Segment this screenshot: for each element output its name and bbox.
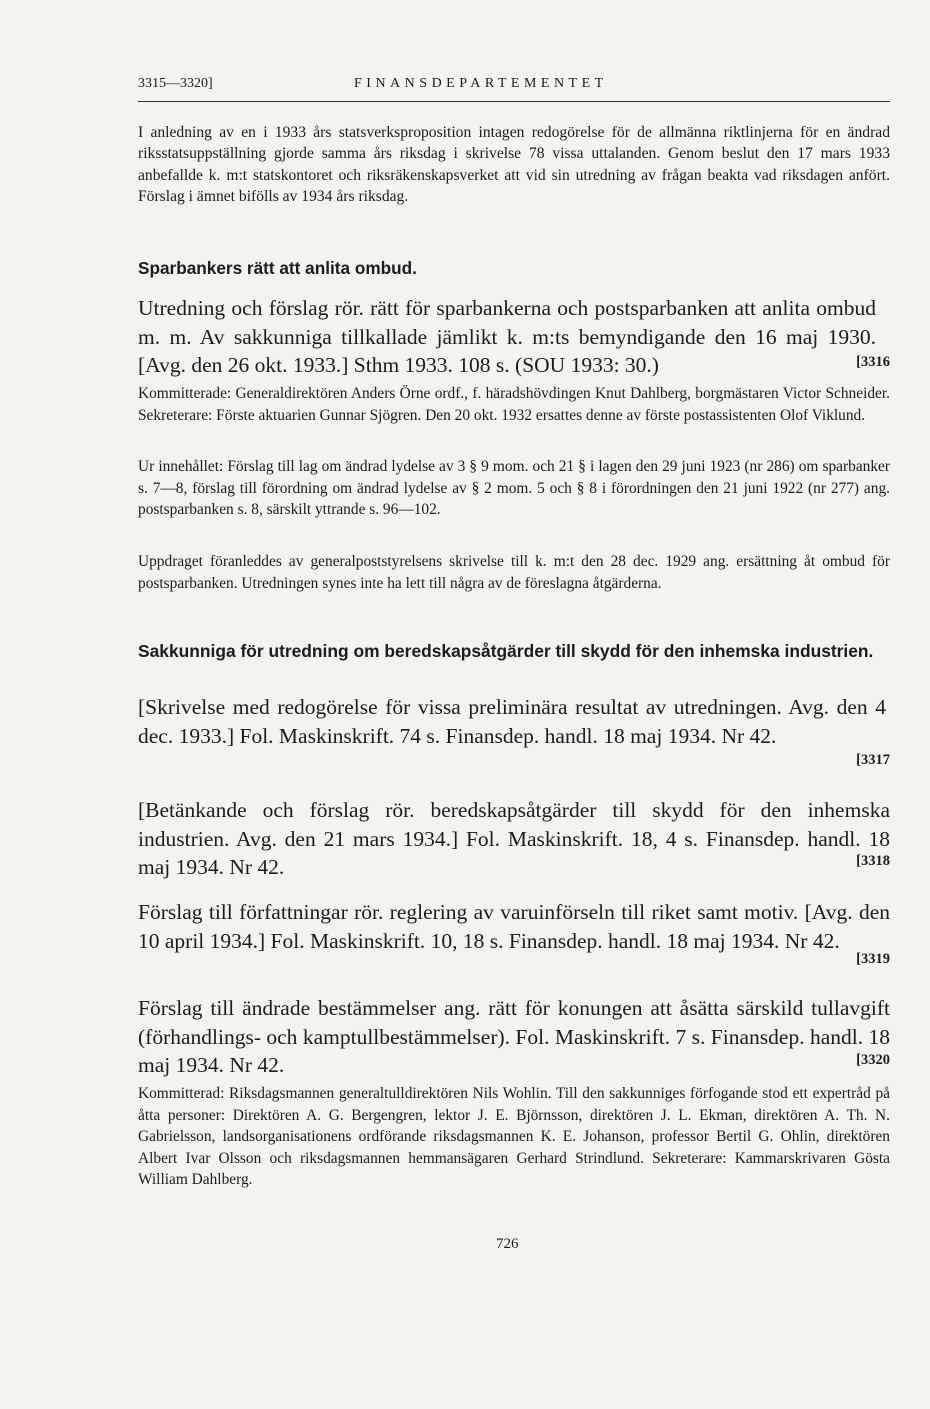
entry-title-3316: Utredning och förslag rör. rätt för sparbankerna och postsparbanken att anlita ombud m. m. Av sakkunniga tillkallade jämlikt k. m:ts bemyndigande den 16 maj 1930. [Avg. den 26 okt. 1933.] Sthm 1933. 108 s. (SOU 1933: 30.) — [138, 296, 876, 377]
header-rule — [138, 101, 890, 102]
entry-number-3316: [3316 — [856, 354, 890, 370]
entry-range: 3315—3320] — [138, 76, 213, 91]
entry-title-3318: [Betänkande och förslag rör. beredskapsåtgärder till skydd för den inhemska industrien. Avg. den 21 mars 1934.] Fol. Maskinskrift. 18, 4 s. Finansdep. handl. 18 maj 1934. Nr 42. — [138, 798, 890, 879]
entry-title-3320: Förslag till ändrade bestämmelser ang. rätt för konungen att åsätta särskild tullavgift (förhandlings- och kamptullbestämmelser). Fol. Maskinskrift. 7 s. Finansdep. handl. 18 maj 1934. Nr 42. — [138, 996, 890, 1077]
entry-title-3317: [Skrivelse med redogörelse för vissa preliminära resultat av utredningen. Avg. den 4 dec. 1933.] Fol. Maskinskrift. 74 s. Finansdep. handl. 18 maj 1934. Nr 42. — [138, 695, 886, 748]
entry-title-3319: Förslag till författningar rör. reglering av varuinförseln till riket samt motiv. [Avg. den 10 april 1934.] Fol. Maskinskrift. 10, 18 s. Finansdep. handl. 18 maj 1934. Nr 42. — [138, 900, 890, 953]
page-number: 726 — [496, 1236, 519, 1252]
intro-paragraph: I anledning av en i 1933 års statsverksproposition intagen redogörelse för de allmänna riktlinjerna för en ändrad riksstatsuppställning gjorde samma års riksdag i skrivelse 78 vissa uttalanden. Genom beslut den 17 mars 1933 anbefallde k. m:t statskontoret och riksräkenskapsverket att vid sin utredning av frågan beakta vad riksdagen anfört. Förslag i ämnet bifölls av 1934 års riksdag. — [138, 124, 890, 205]
entry-number-3320: [3320 — [856, 1052, 890, 1068]
committee-3316: Kommitterade: Generaldirektören Anders Örne ordf., f. häradshövdingen Knut Dahlberg, borgmästaren Victor Schneider. Sekreterare: Förste aktuarien Gunnar Sjögren. Den 20 okt. 1932 ersattes denne av förste postassistenten Olof Viklund. — [138, 385, 890, 424]
committee-3317-3320: Kommitterad: Riksdagsmannen generaltulldirektören Nils Wohlin. Till den sakkunniges förfogande stod ett expertråd på åtta personer: Direktören A. G. Bergengren, lektor J. E. Björnsson, direktören J. L. Ekman, direktören A. Th. N. Gabrielsson, landsorganisationens ordförande riksdagsmannen K. E. Johanson, professor Bertil G. Ohlin, direktören Albert Ivar Olsson och riksdagsmannen hemmansägaren Gerhard Strindlund. Sekreterare: Kammarskrivaren Gösta William Dahlberg. — [138, 1085, 890, 1189]
entry-number-3319: [3319 — [856, 951, 890, 967]
entry-number-3318: [3318 — [856, 853, 890, 869]
background-3316: Uppdraget föranleddes av generalpoststyrelsens skrivelse till k. m:t den 28 dec. 1929 ang. ersättning åt ombud för postsparbanken. Utredningen synes inte ha lett till några av de föreslagna åtgärderna. — [138, 553, 890, 592]
running-head — [138, 76, 890, 98]
section-heading-beredskap: Sakkunniga för utredning om beredskapsåtgärder till skydd för den inhemska industrien. — [138, 641, 874, 661]
department-title: FINANSDEPARTEMENTET — [354, 76, 608, 91]
section-heading-sparbanker: Sparbankers rätt att anlita ombud. — [138, 258, 417, 278]
contents-3316: Ur innehållet: Förslag till lag om ändrad lydelse av 3 § 9 mom. och 21 § i lagen den 29 juni 1923 (nr 286) om sparbanker s. 7—8, förslag till förordning om ändrad lydelse av § 2 mom. 5 och § 8 i förordningen den 21 juni 1922 (nr 277) ang. postsparbanken s. 8, särskilt yttrande s. 96—102. — [138, 458, 890, 519]
entry-number-3317: [3317 — [856, 752, 890, 768]
